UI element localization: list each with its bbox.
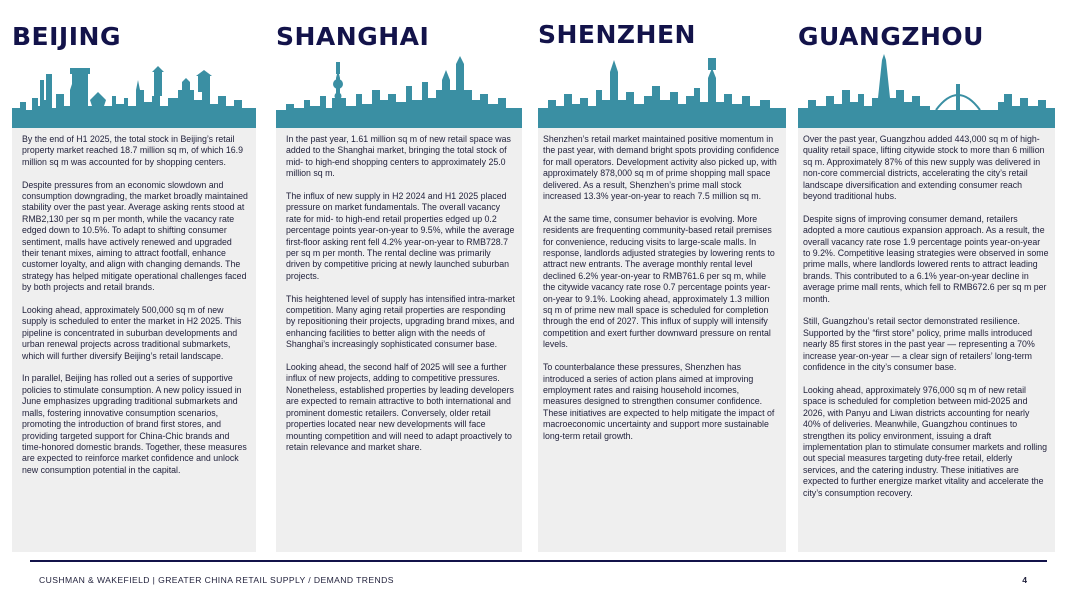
paragraph: Despite pressures from an economic slowdown and consumption downgrading, the market broadly maintained stability over the past year. Average asking rents stood at RMB2,130 per sq m per month, while the vacancy rate edged down to 10.5%. To adapt to shifting consumer sentiment, malls have actively renewed and upgraded their tenant mixes, aiming to attract footfall, enhance customer loyalty, and align with changing demands. The strategy has helped mitigate operational challenges faced by both projects and retail brands. bbox=[22, 179, 248, 293]
shanghai-skyline-icon bbox=[276, 50, 522, 128]
city-title: GUANGZHOU bbox=[798, 22, 984, 51]
paragraph: In the past year, 1.61 million sq m of new retail space was added to the Shanghai market, bringing the total stock of mid- to high-end shopping centers to approximately 25.0 million sq m. bbox=[286, 134, 511, 179]
paragraph: Shenzhen’s retail market maintained positive momentum in the past year, with demand bright spots providing confidence for mall operators. Development activity also picked up, with approximately 878,000 sq m of prime shopping mall space delivered. As a result, Shenzhen’s prime mall stock increased 13.3% year-on-year to reach 7.5 million sq m. bbox=[543, 134, 780, 202]
paragraph: Despite signs of improving consumer demand, retailers adopted a more cautious expansion approach. As a result, the overall vacancy rate rose 1.9 percentage points year-on-year to 9.2%. Competitive leasing strategies were observed in some prime malls, where landlords lowered rents to attract leading brands. This contributed to a 6.1% year-on-year decline in average prime mall rents, which fell to RMB672.6 per sq m per month. bbox=[803, 213, 1049, 304]
footer-text: CUSHMAN & WAKEFIELD | GREATER CHINA RETAIL SUPPLY / DEMAND TRENDS bbox=[39, 575, 394, 585]
footer-divider bbox=[30, 560, 1047, 562]
shenzhen-text-panel bbox=[538, 128, 786, 552]
paragraph: Still, Guangzhou’s retail sector demonstrated resilience. Supported by the “first store” policy, prime malls introduced nearly 85 first stores in the past year — representing a 70% increase year-on-year — a clear sign of retailers’ long-term confidence in the city’s consumer base. bbox=[803, 316, 1035, 373]
paragraph: At the same time, consumer behavior is evolving. More residents are frequenting community-based retail premises for convenience, reducing visits to large-scale malls. In response, landlords adjusted strategies by lowering rents to attract new entrants. The average monthly rental level declined 6.2% year-on-year to RMB761.6 per sq m, while the citywide vacancy rate rose 0.7 percentage points year-on-year to 9.1%. Looking ahead, approximately 1.3 million sq m of prime new mall space is scheduled for completion through the end of 2027. This influx of supply will intensify competition and exert further downward pressure on rental levels. bbox=[543, 213, 775, 350]
paragraph: In parallel, Beijing has rolled out a series of supportive policies to stimulate consumption. A new policy issued in June emphasizes upgrading traditional submarkets and malls, fostering innovative consumption scenarios, promoting the introduction of brand first stores, and providing targeted support for China-Chic brands and time-honored domestic brands. Together, these measures are expected to reinforce market confidence and unlock new consumption potential in the capital. bbox=[22, 373, 247, 475]
shanghai-column bbox=[276, 0, 522, 552]
city-title: BEIJING bbox=[12, 22, 121, 51]
paragraph: Over the past year, Guangzhou added 443,000 sq m of high-quality retail space, lifting citywide stock to more than 6 million sq m. Approximately 87% of this new supply was delivered in non-core commercial districts, accelerating the city’s retail landscape diversification and extending consumer reach beyond traditional hubs. bbox=[803, 134, 1045, 202]
guangzhou-text-panel bbox=[798, 128, 1055, 552]
paragraph: By the end of H1 2025, the total stock in Beijing’s retail property market reached 18.7 million sq m, of which 16.9 million sq m was accounted for by shopping centers. bbox=[22, 134, 244, 167]
guangzhou-column bbox=[798, 0, 1055, 552]
paragraph: Looking ahead, approximately 976,000 sq m of new retail space is scheduled for completion between mid-2025 and 2026, with Panyu and Liwan districts accounting for nearly 40% of deliveries. Meanwhile, Guangzhou continues to strengthen its policy environment, issuing a draft implementation plan to stimulate consumer markets and rolling out special measures targeting duty-free retail, elderly services, and the catering industry. These initiatives are expected to further energize market vitality and accelerate the city’s consumption recovery. bbox=[803, 384, 1047, 498]
page-number: 4 bbox=[1022, 575, 1027, 585]
beijing-column bbox=[12, 0, 256, 552]
shanghai-text-panel bbox=[276, 128, 522, 552]
paragraph: To counterbalance these pressures, Shenzhen has introduced a series of action plans aimed at improving employment rates and raising household incomes, measures designed to strengthen consumer confidence. These initiatives are expected to help mitigate the impact of macroeconomic uncertainty and support more sustainable long-term retail growth. bbox=[543, 362, 775, 441]
city-title: SHANGHAI bbox=[276, 22, 430, 51]
beijing-text-panel bbox=[12, 128, 256, 552]
city-title: SHENZHEN bbox=[538, 20, 696, 49]
paragraph: The influx of new supply in H2 2024 and H1 2025 placed pressure on market fundamentals. The overall vacancy rate for mid- to high-end retail properties edged up 0.2 percentage points year-on-year to 9.5%, while the average first-floor asking rent fell 4.2% year-on-year to RMB728.7 per sq m per month. The rental decline was primarily driven by competitive pricing at newly launched suburban projects. bbox=[286, 191, 515, 281]
guangzhou-skyline-icon bbox=[798, 50, 1055, 128]
paragraph: Looking ahead, the second half of 2025 will see a further influx of new projects, adding to competitive pressures. Nonetheless, established properties by leading developers are expected to remain attractive to both international and prominent domestic retailers. Conversely, older retail properties located near new developments will face mounting competition and will need to adapt proactively to retain relevance and market share. bbox=[286, 362, 514, 452]
shenzhen-column bbox=[538, 0, 786, 552]
beijing-skyline-icon bbox=[12, 50, 256, 128]
paragraph: Looking ahead, approximately 500,000 sq m of new supply is scheduled to enter the market in H2 2025. This pipeline is concentrated in suburban developments and urban renewal projects across traditional submarkets, which will further diversify Beijing’s retail landscape. bbox=[22, 305, 242, 361]
shenzhen-skyline-icon bbox=[538, 50, 786, 128]
paragraph: This heightened level of supply has intensified intra-market competition. Many aging retail properties are responding by repositioning their projects, upgrading brand mixes, and enhancing facilities to better align with the needs of Shanghai’s increasingly sophisticated consumer base. bbox=[286, 293, 515, 350]
